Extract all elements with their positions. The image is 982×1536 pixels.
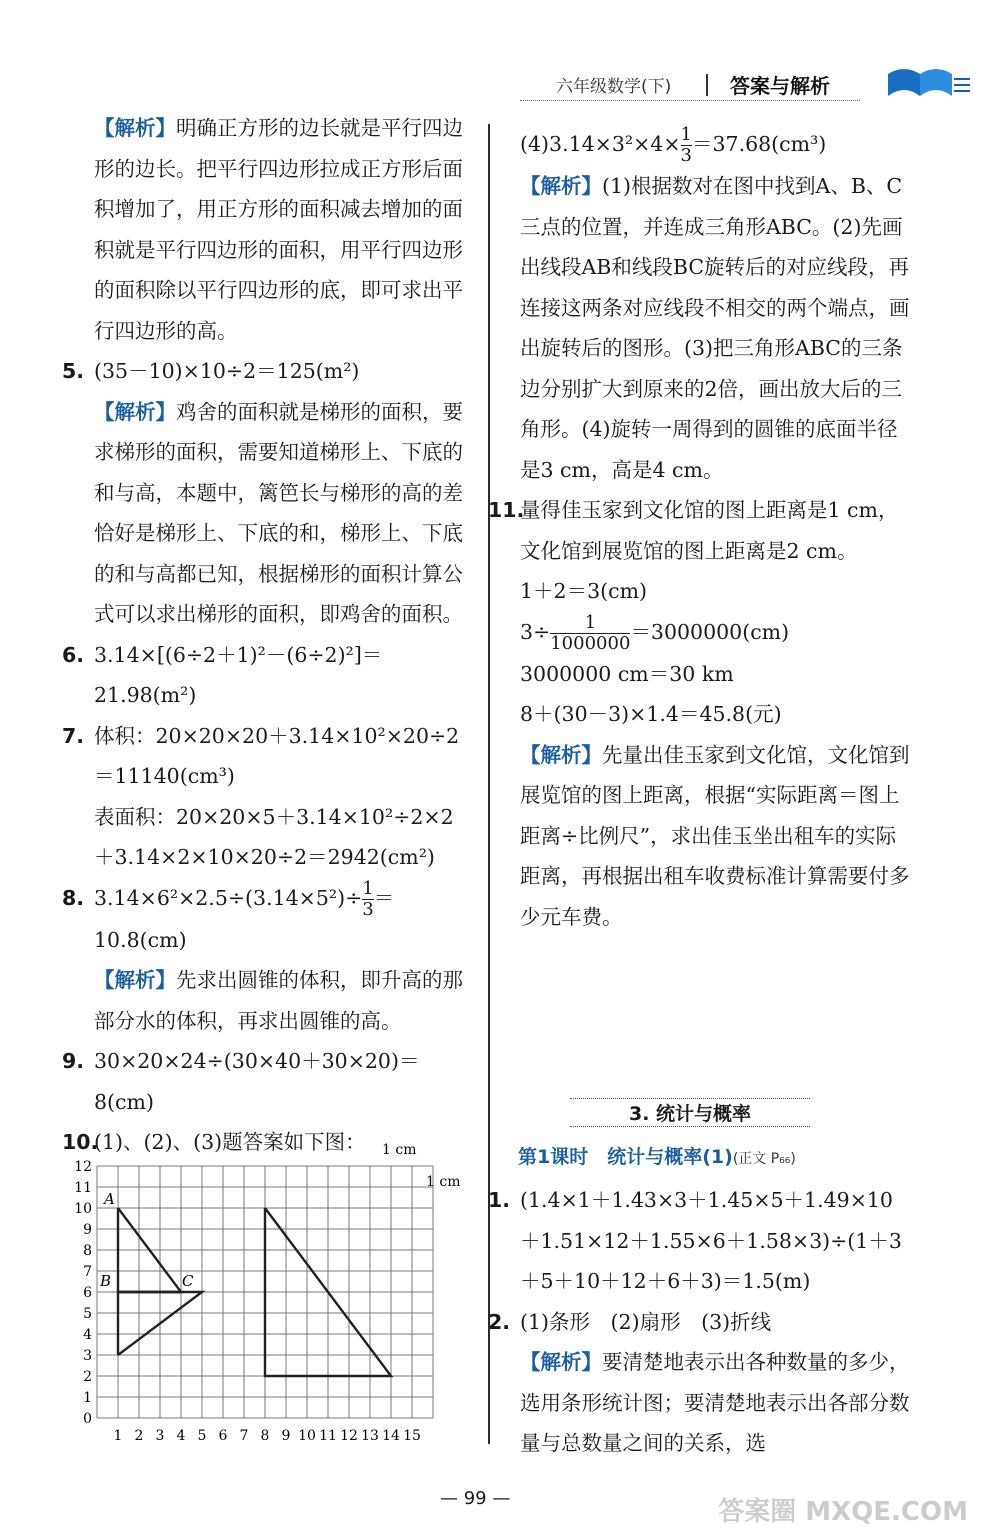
y-tick-label: 0: [83, 1411, 92, 1427]
x-tick-label: 3: [155, 1428, 165, 1444]
y-tick-label: 6: [83, 1285, 92, 1301]
left-column: 【解析】明确正方形的边长就是平行四边形的边长。把平行四边形拉成正方形后面积增加了，用正方形的面积减去增加的面积就是平行四边形的面积，用平行四边形的面积除以平行四边形的底，即可求出平行四边形的高。 5. (35－10)×10÷2＝125(m²) 【解析】鸡舍的面积就是梯形的面积，要求梯形的面积，需要知道梯形上、下底的和与高，本题中，篱笆长与梯形的高的差恰好是梯形上、下底的和，梯形上、下底的和与高都已知，根据梯形的面积计算公式可以求出梯形的面积，即鸡舍的面积。 6. 3.14×[(6÷2＋1)²－(6÷2)²]＝21.98(m²) 7. 体积：20×20×20＋3.14×10²×20÷2＝11140(cm³) 表面积：20×20×5＋3.14×10²÷2×2＋3.14×2×10×20÷2＝2942(cm²) 8. 3.14×6²×2.5÷(3.14×5²)÷ $\frac{1}{3}$ ＝ 10.8(cm) 【解析】先求出圆锥的体积，即升高的那部分水的体积，再求出圆锥的高。 9. 30×20×24÷(30×40＋30×20)＝8(cm) 10.(1)、(2)、(3)题答案如下图：: [94, 108, 474, 1163]
x-tick-label: 10: [298, 1428, 316, 1444]
answer-q9: 30×20×24÷(30×40＋30×20)＝8(cm): [94, 1049, 420, 1114]
x-tick-label: 15: [403, 1428, 421, 1444]
answer-q10-part4: (4)3.14×3²×4×: [520, 132, 681, 156]
header-title: 答案与解析: [730, 74, 830, 98]
right-column-bottom: [488, 1180, 910, 1464]
answer-q11-line4: 8＋(30－3)×1.4＝45.8(元): [520, 702, 782, 726]
x-tick-label: 11: [319, 1428, 337, 1444]
fraction: $\frac{1}{3}$: [362, 877, 374, 920]
x-tick-label: 2: [134, 1428, 144, 1444]
watermark: 答案圈 MXQE.COM: [718, 1497, 968, 1527]
y-tick-label: 7: [83, 1264, 92, 1280]
answer-q8: 3.14×6²×2.5÷(3.14×5²)÷: [94, 885, 363, 910]
x-tick-label: 7: [239, 1428, 249, 1444]
question-number: 2.: [488, 1309, 511, 1334]
lesson-reference: (正文 P₆₆): [732, 1151, 796, 1167]
y-tick-label: 12: [74, 1159, 92, 1175]
x-tick-label: 14: [382, 1428, 400, 1444]
page-header: [520, 66, 960, 102]
question-number: 9.: [62, 1049, 85, 1073]
analysis-paragraph: 【解析】明确正方形的边长就是平行四边形的边长。把平行四边形拉成正方形后面积增加了，用正方形的面积减去增加的面积就是平行四边形的面积，用平行四边形的面积除以平行四边形的底，即可求出平行四边形的高。: [94, 116, 463, 343]
analysis-q5: 【解析】鸡舍的面积就是梯形的面积，要求梯形的面积，需要知道梯形上、下底的和与高，本题中，篱笆长与梯形的高的差恰好是梯形上、下底的和，梯形上、下底的和与高都已知，根据梯形的面积计算公式可以求出梯形的面积，即鸡舍的面积。: [94, 399, 463, 626]
analysis-s2: 【解析】要清楚地表示出各种数量的多少，选用条形统计图；要清楚地表示出各部分数量与总数量之间的关系，选: [520, 1350, 910, 1455]
y-tick-label: 2: [83, 1369, 92, 1385]
answer-q7-volume: 体积：20×20×20＋3.14×10²×20÷2＝11140(cm³): [94, 723, 460, 788]
answer-q6: 3.14×[(6÷2＋1)²－(6÷2)²]＝21.98(m²): [94, 642, 383, 707]
answer-s1: (1.4×1＋1.43×3＋1.45×5＋1.49×10＋1.51×12＋1.55×6＋1.58×3)÷(1＋3＋5＋10＋12＋6＋3)＝1.5(m): [520, 1188, 902, 1293]
answer-q7-surface: 表面积：20×20×5＋3.14×10²÷2×2＋3.14×2×10×20÷2＝2942(cm²): [94, 804, 454, 869]
answer-q11: 量得佳玉家到文化馆的图上距离是1 cm，文化馆到展览馆的图上距离是2 cm。: [520, 498, 899, 563]
answer-q8-result: 10.8(cm): [94, 927, 187, 952]
page-number: — 99 —: [440, 1488, 511, 1509]
answer-s2: (1)条形 (2)扇形 (3)折线: [520, 1309, 772, 1334]
point-c-label: C: [182, 1272, 194, 1290]
lesson-title: 第1课时 统计与概率(1)(正文 P₆₆): [518, 1146, 796, 1168]
right-column: (4)3.14×3²×4× $\frac{1}{3}$ ＝37.68(cm³) 【解析】(1)根据数对在图中找到A、B、C三点的位置，并连成三角形ABC。(2)先画出线段AB和线段BC旋转后的对应线段，再连接这两条对应线段不相交的两个端点，画出旋转后的图形。(3)把三角形ABC的三条边分别扩大到原来的2倍，画出放大后的三角形。(4)旋转一周得到的圆锥的底面半径是3 cm，高是4 cm。 11.量得佳玉家到文化馆的图上距离是1 cm，文化馆到展览馆的图上距离是2 cm。 1＋2＝3(cm) 3÷ $\frac{1}{1000000}$ ＝3000000(cm) 3000000 cm＝30 km 8＋(30－3)×1.4＝45.8(元) 【解析】先量出佳玉家到文化馆，文化馆到展览馆的图上距离，根据“实际距离＝图上距离÷比例尺”，求出佳玉坐出租车的实际距离，再根据出租车收费标准计算需要付多少元车费。: [520, 124, 910, 937]
answer-q11-line3: 3000000 cm＝30 km: [520, 661, 734, 686]
answer-q11-line2: 3÷: [520, 619, 551, 644]
x-tick-label: 1: [113, 1428, 123, 1444]
y-tick-label: 10: [74, 1201, 92, 1217]
x-tick-label: 13: [361, 1428, 379, 1444]
y-tick-label: 1: [83, 1390, 92, 1406]
y-tick-label: 8: [83, 1243, 92, 1259]
unit-label-x: 1 cm: [382, 1142, 417, 1158]
book-subject: 六年级数学(下): [556, 77, 672, 97]
unit-label-y: 1 cm: [426, 1174, 461, 1190]
y-tick-label: 3: [83, 1348, 92, 1364]
question-number: 5.: [62, 359, 85, 383]
x-tick-label: 12: [340, 1428, 358, 1444]
question-number: 6.: [62, 642, 85, 667]
header-rule: [520, 100, 860, 102]
answer-q11-line1: 1＋2＝3(cm): [520, 579, 648, 603]
answer-q5: (35－10)×10÷2＝125(m²): [94, 359, 360, 383]
fraction: $\frac{1}{3}$: [680, 124, 692, 166]
section-title: 3. 统计与概率: [570, 1098, 810, 1127]
book-logo-icon: [880, 66, 970, 102]
column-divider: [488, 124, 490, 1444]
analysis-q11: 【解析】先量出佳玉家到文化馆，文化馆到展览馆的图上距离，根据“实际距离＝图上距离÷比例尺”，求出佳玉坐出租车的实际距离，再根据出租车收费标准计算需要付多少元车费。: [520, 742, 910, 929]
point-b-label: B: [100, 1272, 112, 1290]
x-tick-label: 8: [260, 1428, 270, 1444]
header-divider: [706, 74, 708, 96]
y-tick-label: 4: [83, 1327, 92, 1343]
y-axis-labels: [74, 1159, 92, 1427]
y-tick-label: 9: [83, 1222, 92, 1238]
answer-q10-intro: (1)、(2)、(3)题答案如下图：: [94, 1130, 366, 1154]
question-number: 7.: [62, 723, 85, 748]
point-a-label: A: [104, 1190, 115, 1208]
analysis-q8: 【解析】先求出圆锥的体积，即升高的那部分水的体积，再求出圆锥的高。: [94, 968, 463, 1033]
x-tick-label: 4: [176, 1428, 186, 1444]
x-tick-label: 5: [197, 1428, 207, 1444]
coordinate-grid-figure: [66, 1140, 486, 1450]
x-tick-label: 6: [218, 1428, 228, 1444]
fraction: $\frac{1}{1000000}$: [550, 611, 631, 654]
x-axis-labels: [114, 1428, 421, 1444]
y-tick-label: 5: [83, 1306, 92, 1322]
analysis-q10: 【解析】(1)根据数对在图中找到A、B、C三点的位置，并连成三角形ABC。(2)先画出线段AB和线段BC旋转后的对应线段，再连接这两条对应线段不相交的两个端点，画出旋转后的图形。(3)把三角形ABC的三条边分别扩大到原来的2倍，画出放大后的三角形。(4)旋转一周得到的圆锥的底面半径是3 cm，高是4 cm。: [520, 174, 910, 482]
y-tick-label: 11: [74, 1180, 92, 1196]
x-tick-label: 9: [281, 1428, 291, 1444]
question-number: 1.: [488, 1188, 511, 1212]
question-number: 11.: [488, 498, 525, 522]
question-number: 10.: [62, 1130, 99, 1154]
question-number: 8.: [62, 885, 85, 910]
